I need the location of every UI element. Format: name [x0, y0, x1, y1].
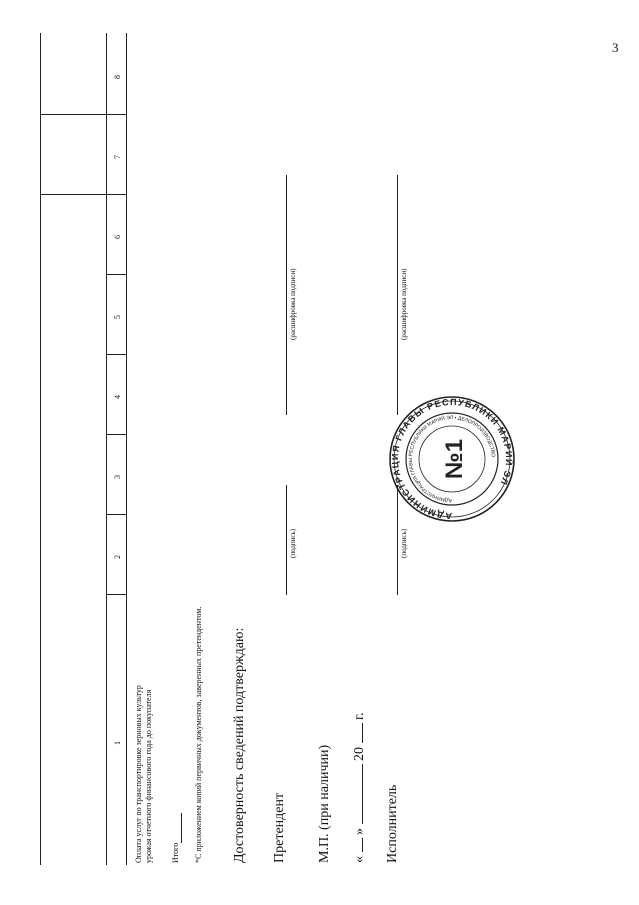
column-number: 2 [113, 555, 122, 559]
stamp-number: №1 [441, 438, 468, 480]
total-underline [181, 813, 182, 843]
executor-decode-line [397, 175, 398, 415]
column-divider [106, 514, 126, 515]
table-top-border [40, 33, 41, 865]
column-number: 1 [113, 741, 122, 745]
claimant-signature-caption: (подпись) [289, 528, 297, 558]
total-label: Итого [171, 842, 180, 863]
column-number: 3 [113, 475, 122, 479]
executor-decode-caption: (расшифровка подписи) [400, 268, 408, 340]
stamp-inner-text: АДМИНИСТРАЦИЯ ГЛАВЫ РЕСПУБЛИКИ МАРИЙ ЭЛ • ДЕЛОПРОИЗВОДСТВО [407, 414, 496, 504]
column-number: 5 [113, 315, 122, 319]
claimant-decode-line [286, 175, 287, 415]
column-divider [40, 194, 126, 195]
column-number: 4 [113, 395, 122, 399]
column-number: 6 [113, 235, 122, 239]
executor-signature-caption: (подпись) [400, 528, 408, 558]
table-header-bottom-border [126, 33, 127, 865]
footnote: *С приложением копий первичных документов, заверенных претендентом. [194, 606, 203, 863]
column-divider [106, 274, 126, 275]
column-number: 7 [113, 155, 122, 159]
column-divider [106, 434, 126, 435]
seal-place-label: М.П. (при наличии) [317, 744, 332, 863]
executor-label: Исполнитель [385, 784, 400, 863]
confirm-heading: Достоверность сведений подтверждаю: [232, 627, 247, 863]
claimant-signature-line [286, 485, 287, 595]
row-label: Оплата услуг по транспортировке зерновых культур урожая отчетного финансового года до покупателя [134, 685, 153, 863]
stamp-outer-text: АДМИНИСТРАЦИЯ ГЛАВЫ РЕСПУБЛИКИ МАРИЙ ЭЛ [389, 396, 515, 522]
page-number: 3 [612, 40, 619, 55]
table-header-top-border [106, 33, 107, 865]
column-divider [40, 114, 126, 115]
column-number: 8 [113, 75, 122, 79]
column-divider [106, 354, 126, 355]
claimant-label: Претендент [272, 792, 287, 863]
date-line: « » 20 г. [352, 712, 367, 863]
data-table [40, 33, 126, 865]
column-divider [106, 594, 126, 595]
claimant-decode-caption: (расшифровка подписи) [289, 268, 297, 340]
official-seal-stamp [388, 395, 516, 523]
